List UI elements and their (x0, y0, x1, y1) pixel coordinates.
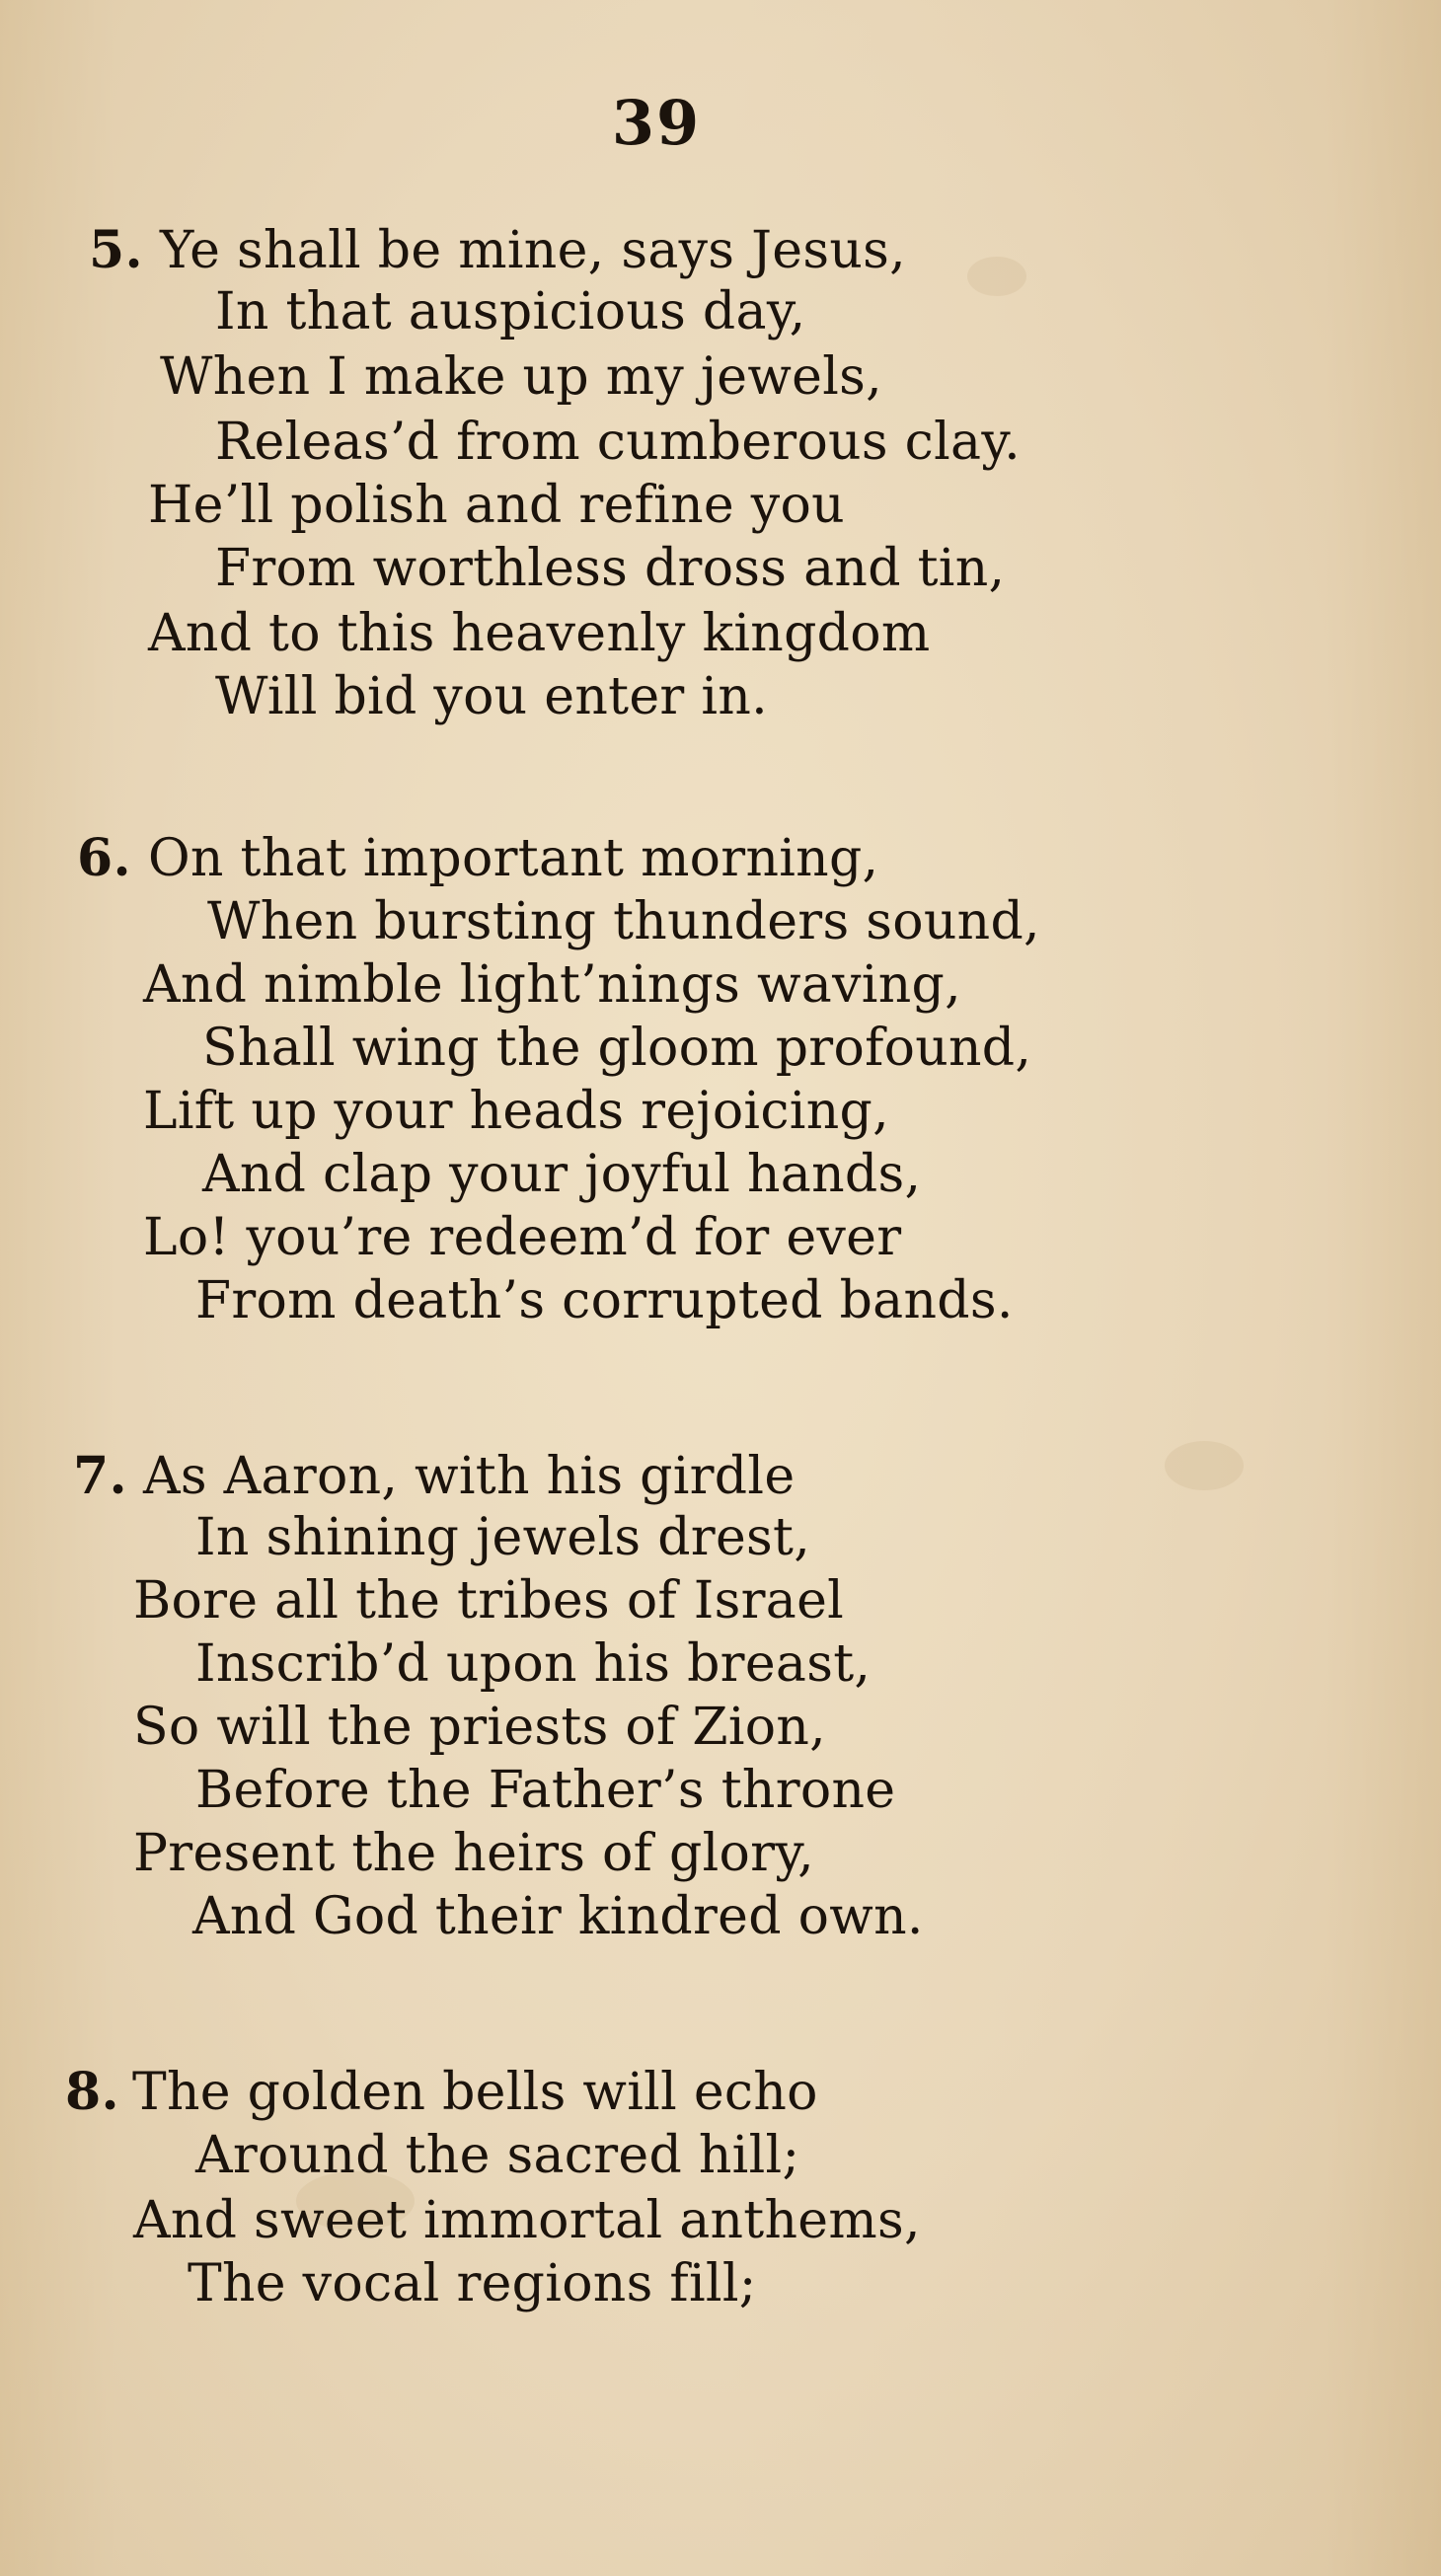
page-number: 39 (611, 87, 702, 159)
verse-line: Will bid you enter in. (215, 667, 768, 726)
verse-line: Lift up your heads rejoicing, (143, 1082, 889, 1141)
verse-line: So will the priests of Zion, (133, 1698, 826, 1757)
verse-line: And clap your joyful hands, (202, 1145, 922, 1204)
verse-line: As Aaron, with his girdle (143, 1447, 796, 1506)
paper-stain (967, 257, 1026, 296)
verse-line: When bursting thunders sound, (207, 892, 1040, 951)
verse-line: The vocal regions fill; (188, 2254, 757, 2313)
verse-line: And nimble light’nings waving, (143, 955, 961, 1015)
verse-line: Releas’d from cumberous clay. (215, 413, 1021, 472)
verse-number: 6. (77, 828, 131, 888)
verse-line: And sweet immortal anthems, (133, 2191, 921, 2250)
verse-line: From worthless dross and tin, (215, 539, 1006, 598)
verse-line: Bore all the tribes of Israel (133, 1571, 845, 1630)
verse-line: On that important morning, (148, 829, 879, 888)
verse-number: 5. (89, 220, 143, 280)
verse-number: 8. (65, 2062, 119, 2122)
paper-stain (1165, 1441, 1244, 1490)
verse-line: Present the heirs of glory, (133, 1824, 814, 1883)
verse-line: In shining jewels drest, (195, 1508, 811, 1567)
verse-line: Ye shall be mine, says Jesus, (160, 221, 906, 280)
verse-line: Lo! you’re redeem’d for ever (143, 1208, 902, 1267)
verse-number: 7. (73, 1446, 127, 1506)
verse-line: When I make up my jewels, (160, 347, 882, 407)
verse-line: And to this heavenly kingdom (148, 604, 931, 663)
verse-line: The golden bells will echo (132, 2063, 818, 2122)
verse-line: He’ll polish and refine you (148, 476, 845, 535)
verse-line: Inscrib’d upon his breast, (195, 1634, 872, 1694)
verse-line: And God their kindred own. (192, 1887, 924, 1946)
verse-line: Shall wing the gloom profound, (202, 1019, 1032, 1078)
verse-line: From death’s corrupted bands. (195, 1271, 1014, 1330)
verse-line: Around the sacred hill; (195, 2126, 800, 2185)
verse-line: In that auspicious day, (215, 282, 806, 341)
verse-line: Before the Father’s throne (195, 1761, 896, 1820)
